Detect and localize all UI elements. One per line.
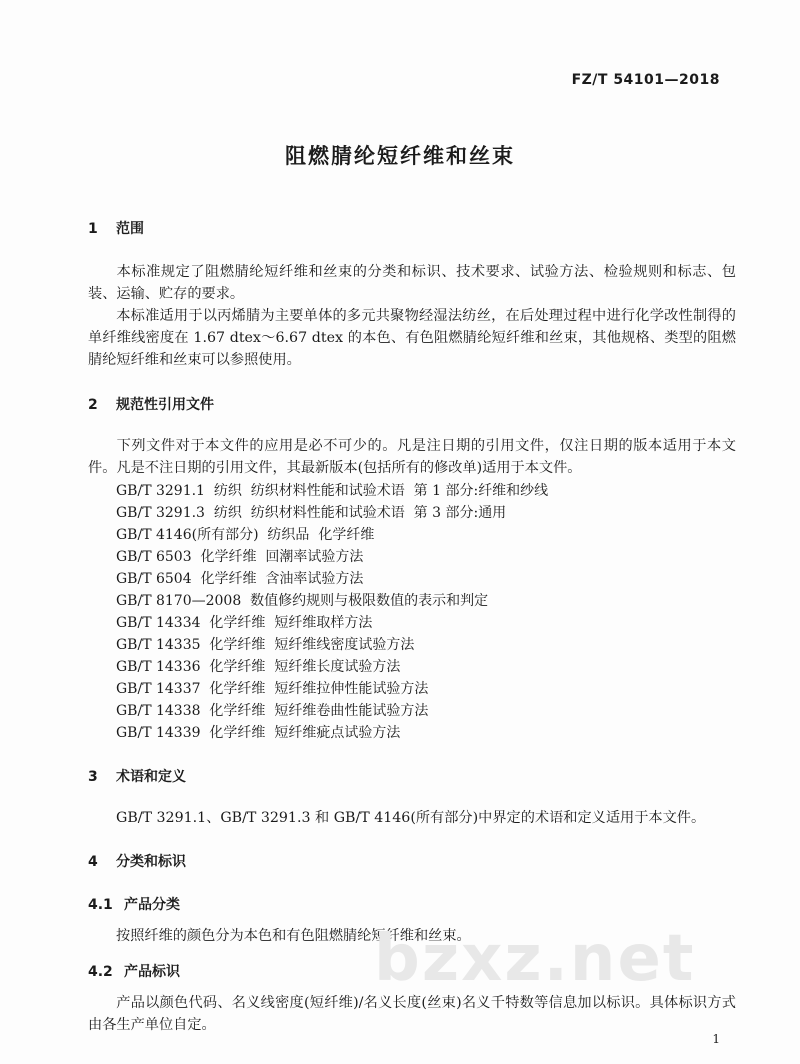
section-number: 4 — [88, 854, 98, 870]
paragraph-text: 下列文件对于本文件的应用是必不可少的。凡是注日期的引用文件，仅注日期的版本适用于本文件。凡是不注日期的引用文件，其最新版本(包括所有的修改单)适用于本文件。 — [88, 438, 736, 476]
reference-item: GB/T 14334 化学纤维 短纤维取样方法 — [116, 615, 373, 631]
reference-item: GB/T 3291.1 纺织 纺织材料性能和试验术语 第 1 部分:纤维和纱线 — [116, 483, 549, 499]
subsection-heading-product-classification — [88, 894, 180, 914]
reference-item: GB/T 4146(所有部分) 纺织品 化学纤维 — [116, 527, 375, 543]
section-heading-classification — [88, 851, 186, 871]
paragraph-text: 本标准适用于以丙烯腈为主要单体的多元共聚物经湿法纺丝，在后处理过程中进行化学改性制得的单纤维线密度在 1.67 dtex～6.67 dtex 的本色、有色阻燃腈纶短纤维和丝束，其他规格、类型的阻燃腈纶短纤维和丝束可以参照使用。 — [88, 308, 736, 368]
paragraph — [88, 305, 736, 371]
paragraph-text: 产品以颜色代码、名义线密度(短纤维)/名义长度(丝束)名义千特数等信息加以标识。具体标识方式由各生产单位自定。 — [88, 995, 736, 1033]
reference-item: GB/T 8170—2008 数值修约规则与极限数值的表示和判定 — [116, 593, 489, 609]
section-heading-scope — [88, 218, 144, 238]
subsection-title: 产品标识 — [124, 964, 180, 980]
paragraph-text: 按照纤维的颜色分为本色和有色阻燃腈纶短纤维和丝束。 — [116, 928, 471, 944]
subsection-heading-product-identification — [88, 961, 180, 981]
reference-item: GB/T 14339 化学纤维 短纤维疵点试验方法 — [116, 725, 401, 741]
reference-item: GB/T 14336 化学纤维 短纤维长度试验方法 — [116, 659, 401, 675]
section-number: 3 — [88, 769, 98, 785]
reference-item: GB/T 14338 化学纤维 短纤维卷曲性能试验方法 — [116, 703, 429, 719]
paragraph — [116, 807, 736, 829]
document-title: 阻燃腈纶短纤维和丝束 — [285, 144, 515, 168]
reference-item: GB/T 14335 化学纤维 短纤维线密度试验方法 — [116, 637, 415, 653]
reference-item: GB/T 3291.3 纺织 纺织材料性能和试验术语 第 3 部分:通用 — [116, 505, 507, 521]
paragraph-text: 本标准规定了阻燃腈纶短纤维和丝束的分类和标识、技术要求、试验方法、检验规则和标志、包装、运输、贮存的要求。 — [88, 264, 736, 302]
section-title: 术语和定义 — [116, 769, 186, 785]
subsection-number: 4.2 — [88, 964, 113, 980]
section-heading-terms — [88, 766, 186, 786]
paragraph — [88, 261, 736, 305]
section-number: 2 — [88, 397, 98, 413]
paragraph — [88, 435, 736, 479]
reference-item: GB/T 14337 化学纤维 短纤维拉伸性能试验方法 — [116, 681, 429, 697]
watermark: bzxz.net — [374, 922, 696, 996]
section-title: 分类和标识 — [116, 854, 186, 870]
reference-item: GB/T 6504 化学纤维 含油率试验方法 — [116, 571, 364, 587]
section-title: 范围 — [116, 221, 144, 237]
section-number: 1 — [88, 221, 98, 237]
paragraph — [88, 992, 736, 1036]
page-number: 1 — [712, 1032, 720, 1046]
subsection-title: 产品分类 — [124, 897, 180, 913]
section-title: 规范性引用文件 — [116, 397, 214, 413]
reference-item: GB/T 6503 化学纤维 回潮率试验方法 — [116, 549, 364, 565]
subsection-number: 4.1 — [88, 897, 113, 913]
standard-number: FZ/T 54101—2018 — [571, 72, 720, 88]
paragraph-text: GB/T 3291.1、GB/T 3291.3 和 GB/T 4146(所有部分)中界定的术语和定义适用于本文件。 — [116, 810, 706, 826]
section-heading-normative-references — [88, 394, 214, 414]
